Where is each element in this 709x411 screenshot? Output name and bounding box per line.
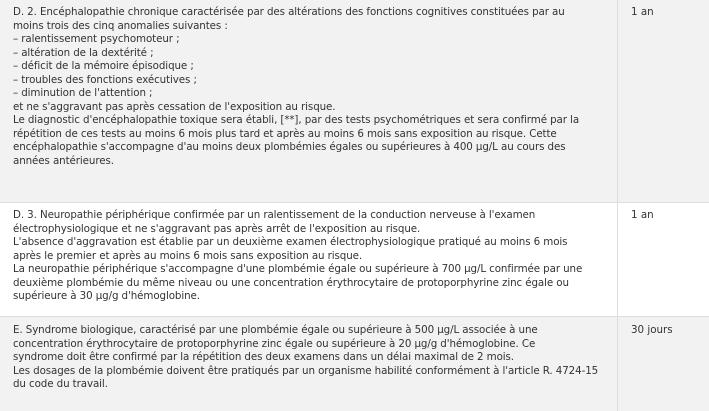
description-line: – altération de la dextérité ;: [13, 46, 154, 59]
description-line: Les dosages de la plombémie doivent être pratiqués par un organisme habilité conformément à l'article R. 4724-15: [13, 364, 599, 377]
description-line: syndrome doit être confirmé par la répétition des deux examens dans un délai maximal de 2 mois.: [13, 351, 514, 363]
description-line: Le diagnostic d'encéphalopathie toxique sera établi, [**], par des tests psychométriques et sera confirmé par la: [13, 114, 580, 126]
delay-cell: [618, 203, 709, 316]
description-line: – ralentissement psychomoteur ;: [13, 33, 180, 45]
description-line: L'absence d'aggravation est établie par un deuxième examen électrophysiologique pratiqué au moins 6 mois: [13, 236, 568, 248]
description-line: supérieure à 30 μg/g d'hémoglobine.: [13, 290, 200, 302]
description-line: électrophysiologique et ne s'aggravant pas après arrêt de l'exposition au risque.: [13, 222, 421, 235]
disease-description: [0, 317, 618, 411]
description-line: D. 2. Encéphalopathie chronique caractérisée par des altérations des fonctions cognitives constituées par au: [13, 6, 565, 18]
delay-cell: [618, 0, 709, 202]
description-line: du code du travail.: [13, 378, 108, 390]
description-line: moins trois des cinq anomalies suivantes :: [13, 19, 228, 32]
delay-cell: [618, 317, 709, 411]
description-line: et ne s'aggravant pas après cessation de l'exposition au risque.: [13, 100, 336, 113]
disease-description: [0, 0, 618, 202]
table-row: [0, 202, 709, 316]
disease-description: [0, 203, 618, 316]
delay-value: 1 an: [631, 209, 654, 221]
table-row: [0, 0, 709, 202]
table-row: [0, 316, 709, 411]
description-line: répétition de ces tests au moins 6 mois plus tard et après au moins 6 mois sans exposition au risque. Cette: [13, 127, 557, 140]
description-line: après le premier et après au moins 6 mois sans exposition au risque.: [13, 249, 363, 262]
description-line: La neuropathie périphérique s'accompagne d'une plombémie égale ou supérieure à 700 μg/L confirmée par une: [13, 263, 583, 275]
description-line: concentration érythrocytaire de protoporphyrine zinc égale ou supérieure à 20 μg/g d'hémoglobine. Ce: [13, 337, 536, 350]
description-line: – déficit de la mémoire épisodique ;: [13, 60, 194, 72]
delay-value: 30 jours: [631, 324, 673, 336]
delay-value: 1 an: [631, 6, 654, 18]
description-line: – diminution de l'attention ;: [13, 87, 153, 99]
description-line: – troubles des fonctions exécutives ;: [13, 73, 197, 86]
description-line: années antérieures.: [13, 154, 114, 167]
description-line: encéphalopathie s'accompagne d'au moins deux plombémies égales ou supérieures à 400 μg/L au cours des: [13, 141, 566, 153]
description-line: deuxième plombémie du même niveau ou une concentration érythrocytaire de protoporphyrine zinc égale ou: [13, 276, 569, 289]
description-line: D. 3. Neuropathie périphérique confirmée par un ralentissement de la conduction nerveuse à l'examen: [13, 209, 536, 221]
description-line: E. Syndrome biologique, caractérisé par une plombémie égale ou supérieure à 500 μg/L associée à une: [13, 324, 538, 336]
